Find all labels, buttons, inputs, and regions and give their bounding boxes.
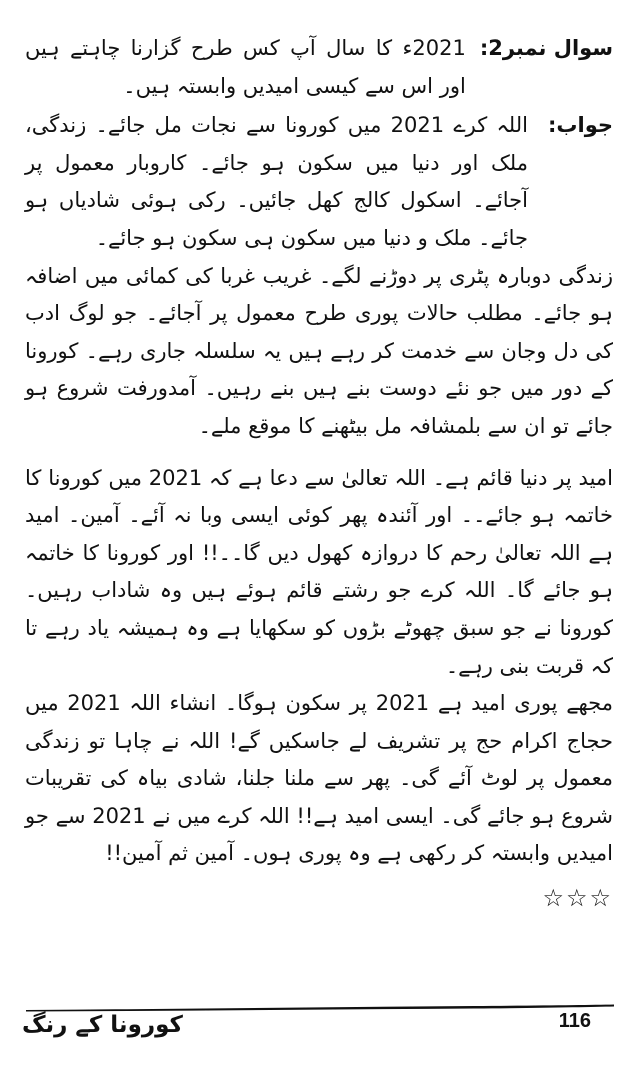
question-label: سوال نمبر2: — [479, 36, 613, 60]
answer-paragraph: مجھے پوری امید ہے 2021 پر سکون ہوگا۔ انشاء اللہ 2021 میں حجاج اکرام حج پر تشریف لے جاسکیں گے! اللہ نے چاہا تو زندگی معمول پر لوٹ آئے گی۔ پھر سے ملنا جلنا، شادی بیاہ کی تقریبات شروع ہو جائے گی۔ ایسی امید ہے!! اللہ کرے میں نے 2021 سے جو امیدیں وابستہ کر رکھی ہے وہ پوری ہوں۔ آمین ثم آمین!! — [25, 691, 613, 866]
page-content — [25, 30, 613, 913]
question-text: 2021ء کا سال آپ کس طرح گزارنا چاہتے ہیں اور اس سے کیسی امیدیں وابستہ ہیں۔ — [25, 36, 466, 98]
answer-paragraph: اللہ کرے 2021 میں کورونا سے نجات مل جائے۔ زندگی، ملک اور دنیا میں سکون ہو جائے۔ کاروبار معمول پر آجائے۔ اسکول کالج کھل جائیں۔ رکی ہوئی شادیاں ہو جائے۔ ملک و دنیا میں سکون ہی سکون ہو جائے۔ — [25, 113, 528, 250]
question-block — [25, 30, 613, 105]
footer-divider — [24, 1003, 616, 1012]
section-separator-stars: ☆☆☆ — [542, 884, 613, 913]
answer-paragraph: زندگی دوبارہ پٹری پر دوڑنے لگے۔ غریب غربا کی کمائی میں اضافہ ہو جائے۔ مطلب حالات پوری طرح معمول پر آجائے۔ جو لوگ ادب کی دل وجان سے خدمت کر رہے ہیں یہ سلسلہ جاری رہے۔ کورونا کے دور میں جو نئے دوست بنے ہیں بنے رہیں۔ آمدورفت شروع ہو جائے تو ان سے بلمشافہ مل بیٹھنے کا موقع ملے۔ — [25, 263, 613, 438]
book-title: کورونا کے رنگ — [22, 1012, 183, 1038]
page-number: 116 — [558, 1010, 591, 1032]
answer-label: جواب: — [548, 113, 613, 138]
answer-paragraph: امید پر دنیا قائم ہے۔ اللہ تعالیٰ سے دعا ہے کہ 2021 میں کورونا کا خاتمہ ہو جائے۔۔ اور آئندہ پھر کوئی ایسی وبا نہ آئے۔ آمین۔ امید ہے اللہ تعالیٰ رحم کا دروازہ کھول دیں گا۔۔!! اور کورونا کا خاتمہ ہو جائے گا۔ اللہ کرے جو رشتے قائم ہوئے ہیں وہ شاداب رہیں۔ کورونا نے جو سبق چھوٹے بڑوں کو سکھایا ہے وہ ہمیشہ یاد رہے تا کہ قربت بنی رہے۔ — [25, 465, 613, 678]
answer-block — [25, 107, 613, 257]
